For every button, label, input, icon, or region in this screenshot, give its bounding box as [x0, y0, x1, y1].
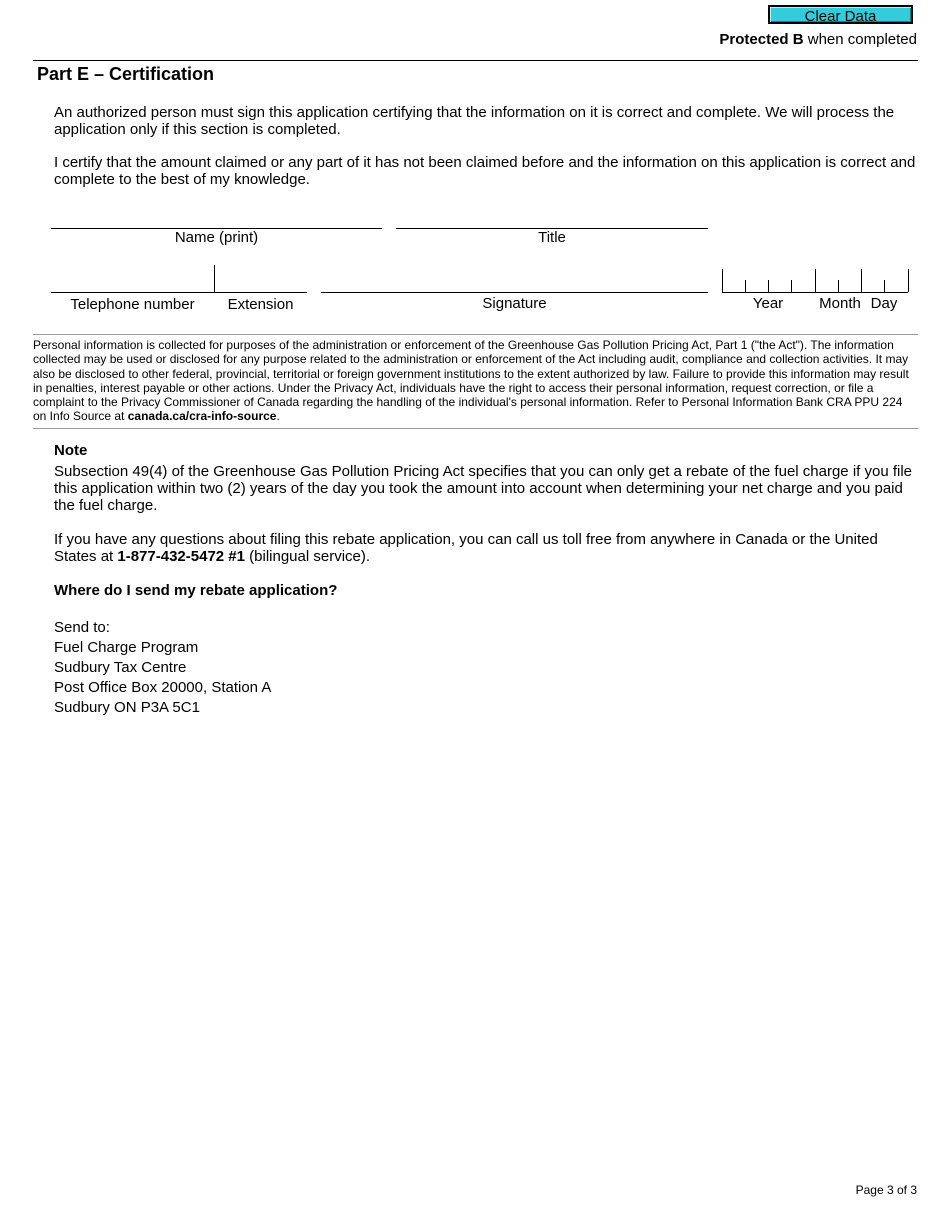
date-tick [861, 269, 862, 292]
send-to-label: Send to: [54, 619, 110, 636]
extension-field[interactable] [214, 292, 307, 293]
year-label: Year [752, 295, 784, 312]
protected-b-notice [719, 31, 917, 48]
protected-label: Protected B [719, 31, 804, 48]
note-paragraph: Subsection 49(4) of the Greenhouse Gas Pollution Pricing Act specifies that you can only get a rebate of the fuel charge if you file this application within two (2) years of the day you took the amount into account when determining your net charge and you paid the fuel charge. [54, 463, 913, 514]
date-baseline [722, 292, 908, 293]
certification-intro: An authorized person must sign this application certifying that the information on it is correct and complete. We will process the application only if this section is completed. [54, 104, 895, 138]
certification-statement: I certify that the amount claimed or any part of it has not been claimed before and the information on this application is correct and complete to the best of my knowledge. [54, 154, 916, 188]
date-tick [722, 269, 723, 292]
protected-suffix: when completed [803, 31, 917, 48]
page-number: Page 3 of 3 [855, 1183, 917, 1197]
telephone-label: Telephone number [70, 296, 195, 313]
extension-divider [214, 265, 215, 293]
day-label: Day [870, 295, 898, 312]
address-line: Sudbury ON P3A 5C1 [54, 699, 200, 716]
privacy-top-divider [33, 334, 918, 335]
privacy-text: Personal information is collected for purposes of the administration or enforcement of the Greenhouse Gas Pollution Pricing Act, Part 1 ("the Act"). The information collected may be used or disclosed for any purpose related to the administration or enforcement of the Act including audit, compliance and collection activities. It may also be disclosed to other federal, provincial, territorial or foreign government institutions to the extent authorized by law. Failure to provide this information may result in penalties, interest payable or other actions. Under the Privacy Act, individuals have the right to access their personal information, request correction, or file a complaint to the Privacy Commissioner of Canada regarding the handling of the individual's personal information. Refer to Personal Information Bank CRA PPU 224 on Info Source at [33, 338, 909, 424]
title-label: Title [538, 229, 566, 246]
address-line: Post Office Box 20000, Station A [54, 679, 272, 696]
month-label: Month [819, 295, 861, 312]
privacy-end: . [276, 409, 280, 424]
signature-label: Signature [482, 295, 547, 312]
section-title: Part E – Certification [37, 64, 215, 84]
where-to-send-heading: Where do I send my rebate application? [54, 582, 338, 599]
extension-label: Extension [227, 296, 294, 313]
name-label: Name (print) [174, 229, 259, 246]
telephone-field[interactable] [51, 292, 214, 293]
note-title: Note [54, 442, 88, 459]
info-source-link[interactable]: canada.ca/cra-info-source [127, 409, 277, 424]
date-tick [745, 280, 746, 292]
signature-field[interactable] [321, 292, 708, 293]
date-tick [791, 280, 792, 292]
date-tick [908, 269, 909, 292]
date-tick [815, 269, 816, 292]
date-tick [768, 280, 769, 292]
clear-data-button[interactable]: Clear Data [768, 5, 913, 24]
phone-number: 1-877-432-5472 #1 [117, 548, 245, 565]
address-line: Sudbury Tax Centre [54, 659, 187, 676]
contact-end: (bilingual service). [244, 548, 371, 565]
privacy-notice [33, 338, 913, 424]
top-divider [33, 60, 918, 61]
contact-paragraph [54, 531, 924, 565]
address-line: Fuel Charge Program [54, 639, 199, 656]
privacy-bottom-divider [33, 428, 918, 429]
date-tick [838, 280, 839, 292]
contact-text: If you have any questions about filing this rebate application, you can call us toll free from anywhere in Canada or the United States at [54, 531, 878, 565]
date-tick [884, 280, 885, 292]
